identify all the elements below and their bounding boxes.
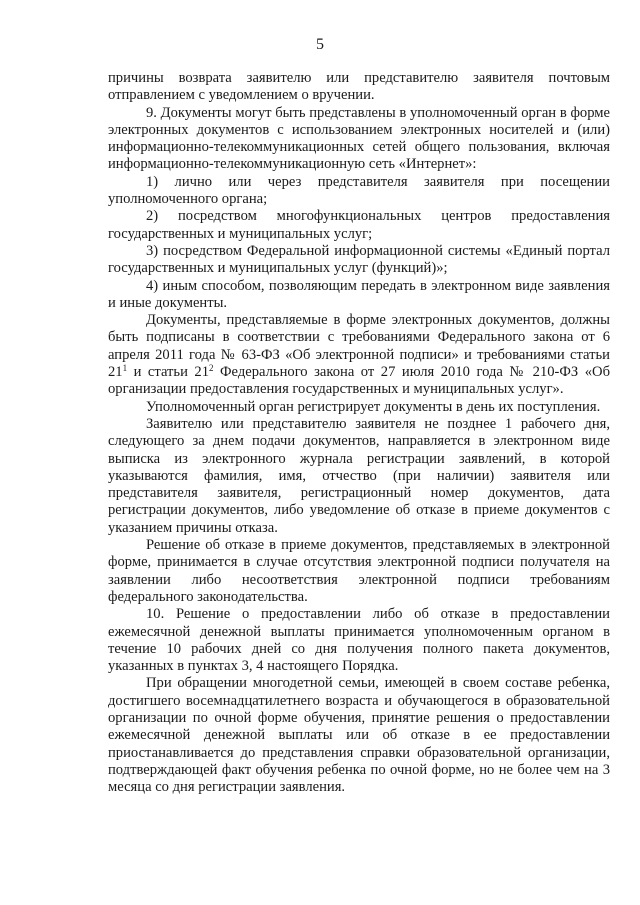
paragraph-refusal: Решение об отказе в приеме документов, представляемых в электронной форме, принимается в случае отсутствия электронной подписи получателя на заявлении либо несоответствия электронной подписи требованиям федерального законодательства. [108, 537, 610, 605]
page-number: 5 [316, 36, 324, 53]
list-item-1: 1) лично или через представителя заявителя при посещении уполномоченного органа; [108, 173, 610, 208]
superscript-1: 1 [122, 363, 128, 374]
paragraph-registration: Уполномоченный орган регистрирует документы в день их поступления. [146, 398, 601, 415]
paragraph-signature-requirements [108, 312, 610, 398]
list-item-2: 2) посредством многофункциональных центров предоставления государственных и муниципальных услуг; [108, 208, 610, 242]
paragraph-item-10: 10. Решение о предоставлении либо об отказе в предоставлении ежемесячной денежной выплаты принимается уполномоченным органом в течение 10 рабочих дней со дня получения полного пакета документов, указанных в пунктах 3, 4 настоящего Порядка. [108, 606, 610, 675]
paragraph-notification: Заявителю или представителю заявителя не позднее 1 рабочего дня, следующего за днем подачи документов, направляется в электронном виде выписка из электронного журнала регистрации заявлений, в которой указываются фамилия, имя, отчество (при наличии) заявителя или представителя заявителя, регистрационный номер документов, дата регистрации документов, либо уведомление об отказе в приеме документов с указанием причины отказа. [108, 415, 610, 536]
paragraph-large-family: При обращении многодетной семьи, имеющей в своем составе ребенка, достигшего восемнадцатилетнего возраста и обучающегося в образовательной организации по очной форме обучения, принятие решения о предоставлении ежемесячной денежной выплаты или об отказе в ее предоставлении приостанавливается до представления справки образовательной организации, подтверждающей факт обучения ребенка по очной форме, но не более чем на 3 месяца со дня регистрации заявления. [108, 675, 610, 796]
list-item-3: 3) посредством Федеральной информационной системы «Единый портал государственных и муниципальных услуг (функций)»; [108, 242, 610, 277]
signature-text-part1: Документы, представляемые в форме электронных документов, должны быть подписаны в соответствии с требованиями Федерального закона от 6 апреля 2011 года № 63-ФЗ «Об электронной подписи» и требованиями статьи 21 [108, 312, 610, 381]
paragraph-item-9: 9. Документы могут быть представлены в уполномоченный орган в форме электронных документов с использованием электронных носителей и (или) информационно-телекоммуникационных сетей общего пользования, включая информационно-телекоммуникационную сеть «Интернет»: [108, 104, 610, 173]
list-item-4: 4) иным способом, позволяющим передать в электронном виде заявления и иные документы. [108, 277, 610, 311]
signature-text-part3: Федерального закона от 27 июля 2010 года № 210-ФЗ «Об организации предоставления государственных и муниципальных услуг». [108, 364, 611, 398]
document-body [108, 70, 610, 796]
paragraph-return-reasons: причины возврата заявителю или представителю заявителя почтовым отправлением с уведомлением о вручении. [108, 70, 610, 104]
superscript-2: 2 [209, 363, 214, 374]
signature-text-part2: и статьи 21 [127, 364, 210, 381]
